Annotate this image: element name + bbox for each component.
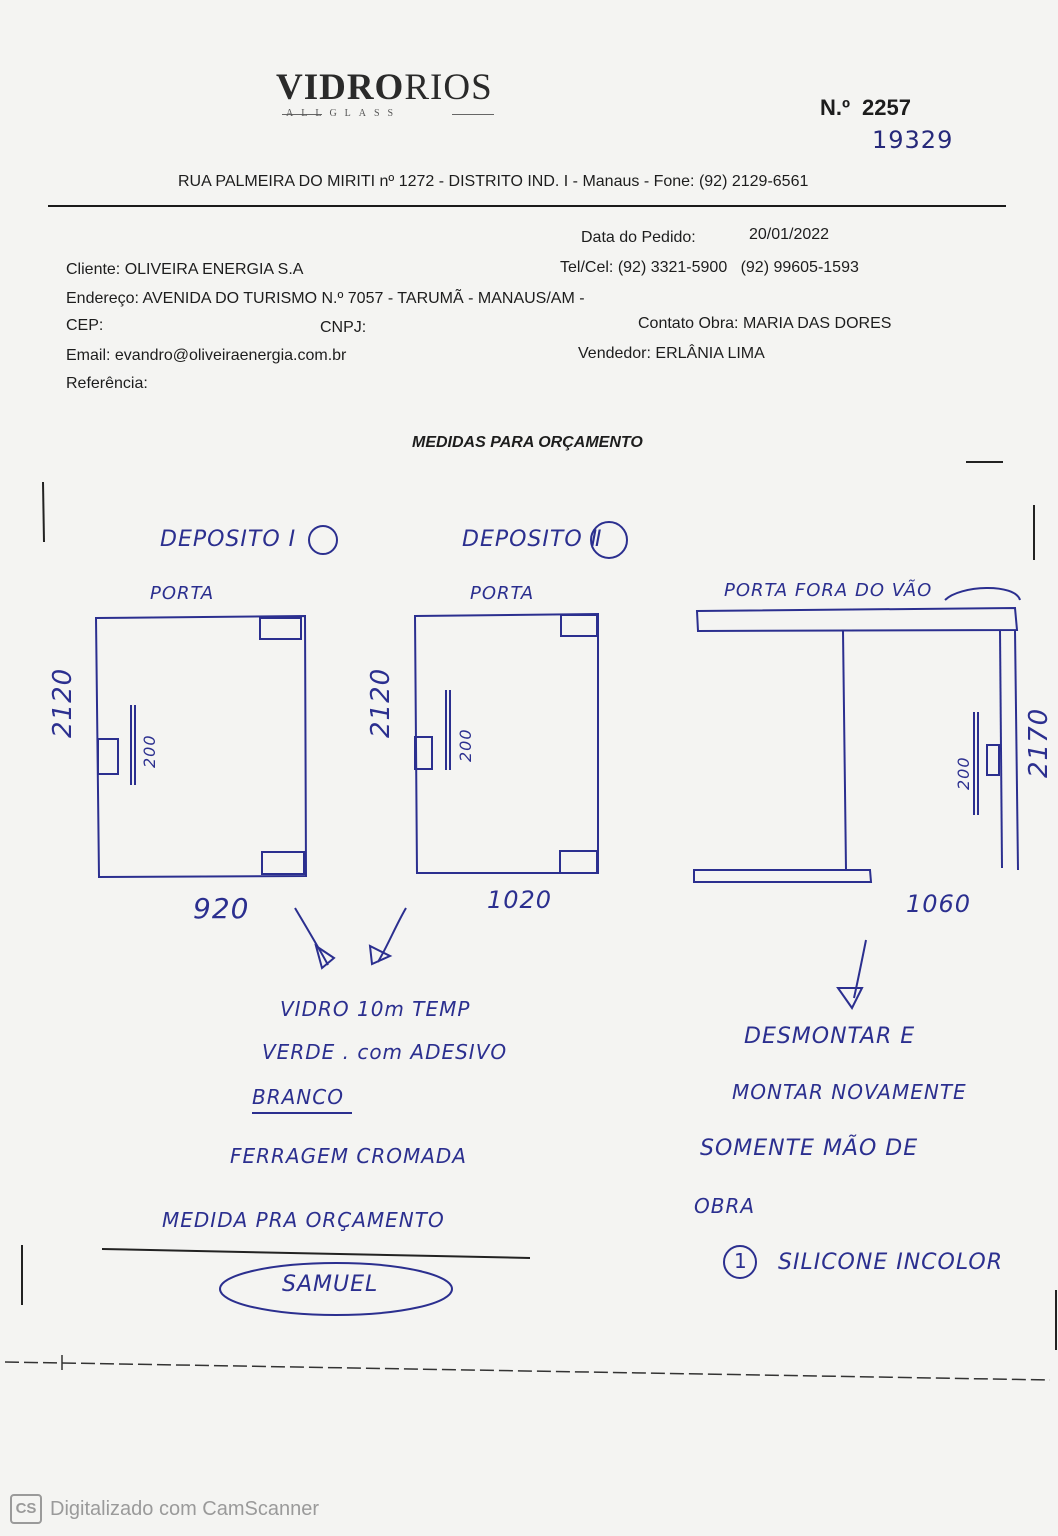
note-right-line-4: OBRA (694, 1194, 756, 1218)
note-right-line-3: SOMENTE MÃO DE (700, 1136, 919, 1161)
company-address: RUA PALMEIRA DO MIRITI nº 1272 - DISTRITO IND. I - Manaus - Fone: (92) 2129-6561 (178, 173, 809, 190)
address-value: AVENIDA DO TURISMO N.º 7057 - TARUMÃ - MANAUS/AM - (142, 290, 585, 307)
email-value: evandro@oliveiraenergia.com.br (114, 347, 347, 364)
width-label-door-3: 1060 (906, 890, 972, 918)
camscanner-logo: CS (10, 1494, 42, 1524)
section-title: MEDIDAS PARA ORÇAMENTO (412, 434, 643, 451)
sketch-title-deposit-1: DEPOSITO Ⅰ (160, 527, 297, 552)
handle-label-door-3: 200 (954, 756, 973, 790)
note-right-line-5: SILICONE INCOLOR (778, 1250, 1004, 1275)
client-value: OLIVEIRA ENERGIA S.A (124, 261, 304, 278)
contact-field: Contato Obra: MARIA DAS DORES (638, 315, 892, 332)
sketch-title-deposit-2: DEPOSITO Ⅱ (462, 527, 603, 552)
seller-value: ERLÂNIA LIMA (655, 345, 765, 362)
note-left-line-5: MEDIDA PRA ORÇAMENTO (162, 1208, 445, 1232)
phone-field: Tel/Cel: (92) 3321-5900 (92) 99605-1593 (560, 259, 859, 276)
note-left-line-2: VERDE . com ADESIVO (262, 1040, 508, 1064)
address-field: Endereço: AVENIDA DO TURISMO N.º 7057 - TARUMÃ - MANAUS/AM - (66, 290, 585, 307)
scanner-watermark (10, 1494, 319, 1524)
handle-label-door-2: 200 (456, 728, 475, 762)
order-number: N.º 2257 (820, 95, 911, 120)
note-right-line-2: MONTAR NOVAMENTE (732, 1080, 967, 1104)
logo-subtitle: ALLGLASS (286, 108, 402, 119)
handwritten-number: 19329 (872, 126, 954, 154)
sketch-label-door-1: PORTA (150, 583, 215, 604)
width-label-door-1: 920 (193, 892, 250, 925)
contact-value: MARIA DAS DORES (742, 315, 892, 332)
width-label-door-2: 1020 (487, 886, 553, 914)
signature: SAMUEL (282, 1272, 379, 1297)
note-right-line-1: DESMONTAR E (744, 1024, 916, 1049)
client-field: Cliente: OLIVEIRA ENERGIA S.A (66, 261, 304, 278)
height-label-door-2: 2120 (366, 667, 396, 738)
note-left-line-3: BRANCO (252, 1085, 344, 1109)
order-date-label: Data do Pedido: (581, 229, 696, 246)
email-field: Email: evandro@oliveiraenergia.com.br (66, 347, 347, 364)
cnpj-label: CNPJ: (320, 319, 367, 336)
order-date: 20/01/2022 (749, 226, 830, 243)
note-left-line-4: FERRAGEM CROMADA (230, 1144, 467, 1168)
note-left-line-1: VIDRO 10m TEMP (280, 997, 471, 1021)
handle-label-door-1: 200 (140, 734, 159, 768)
phone-value: (92) 3321-5900 (92) 99605-1593 (617, 259, 859, 276)
sketch-label-door-2: PORTA (470, 583, 535, 604)
reference-label: Referência: (66, 375, 148, 392)
company-logo: VIDRORIOS (276, 67, 493, 108)
seller-field: Vendedor: ERLÂNIA LIMA (578, 345, 765, 362)
watermark-text: Digitalizado com CamScanner (50, 1497, 320, 1520)
sketch-title-door-3: PORTA FORA DO VÃO (724, 580, 933, 601)
height-label-door-1: 2120 (48, 667, 78, 738)
cep-label: CEP: (66, 317, 104, 334)
height-label-door-3: 2170 (1024, 707, 1054, 778)
note-right-item-number: 1 (734, 1249, 748, 1273)
